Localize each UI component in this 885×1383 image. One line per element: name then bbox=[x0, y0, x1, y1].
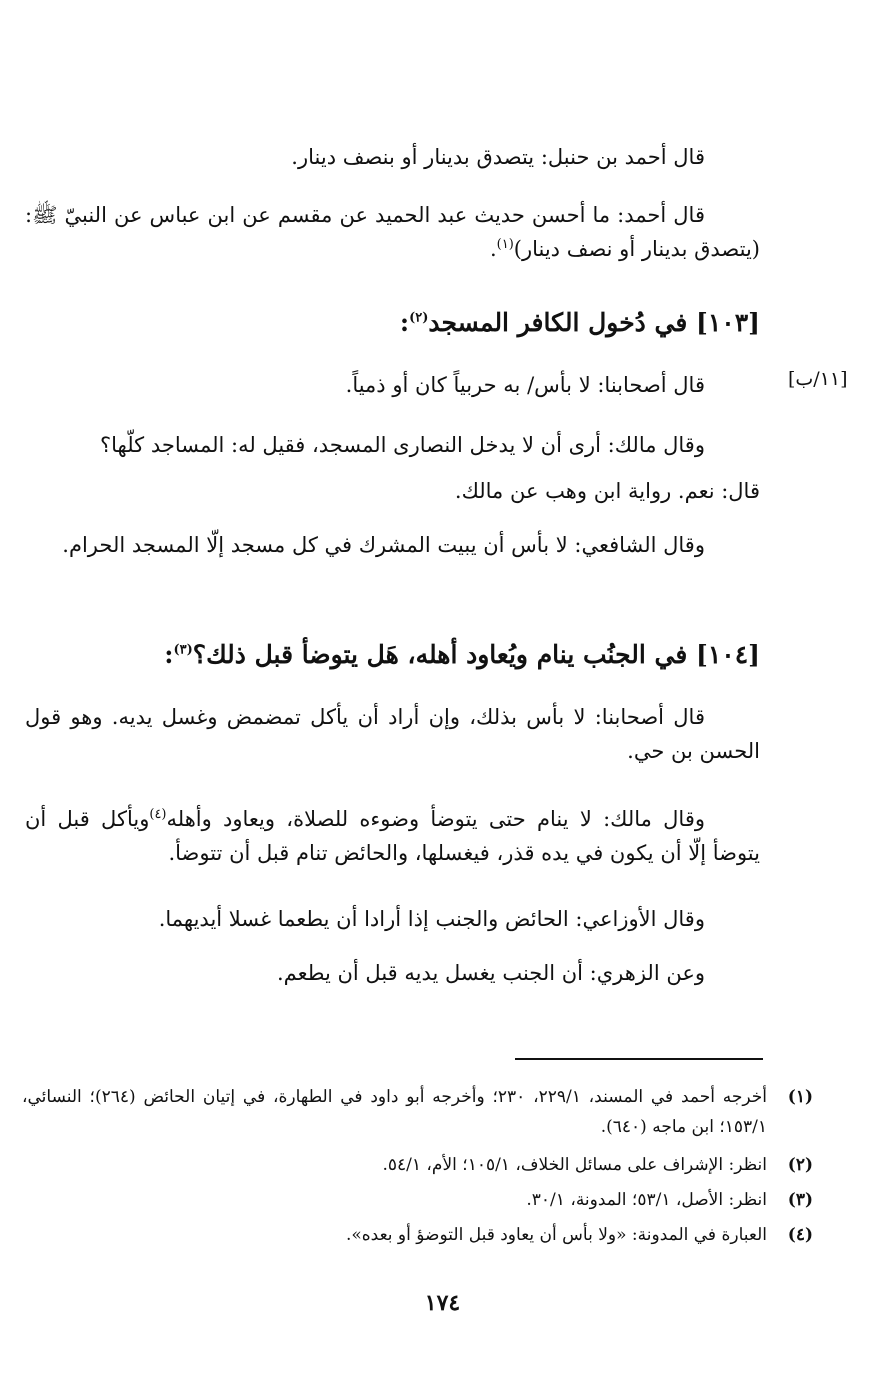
footnote-text: العبارة في المدونة: «ولا بأس أن يعاود قبل التوضؤ أو بعده». bbox=[345, 1225, 767, 1245]
paragraph-ashabuna-103: قال أصحابنا: لا بأس/ به حربياً كان أو ذمياً. bbox=[345, 373, 705, 397]
footnote-ref-2[interactable]: (٢) bbox=[409, 310, 429, 326]
paragraph-malik-answer: قال: نعم. رواية ابن وهب عن مالك. bbox=[454, 479, 760, 503]
section-heading-104: [١٠٤] في الجنُب ينام ويُعاود أهله، هَل يتوضأ قبل ذلك؟$^{(٣)}$: bbox=[164, 640, 760, 669]
footnote-1 bbox=[22, 1082, 813, 1142]
footnote-text: انظر: الأصل، ٥٣/١؛ المدونة، ٣٠/١. bbox=[526, 1190, 767, 1210]
footnote-separator bbox=[515, 1058, 763, 1060]
footnote-ref-4[interactable]: (٤) bbox=[149, 807, 167, 822]
section-title: في الجنُب ينام ويُعاود أهله، هَل يتوضأ قبل ذلك؟ bbox=[192, 640, 688, 669]
page-number: ١٧٤ bbox=[424, 1290, 461, 1316]
paragraph-awzai: وقال الأوزاعي: الحائض والجنب إذا أرادا أن يطعما غسلا أيديهما. bbox=[158, 907, 705, 931]
paragraph-shafii: وقال الشافعي: لا بأس أن يبيت المشرك في كل مسجد إلّا المسجد الحرام. bbox=[62, 533, 705, 557]
footnote-number: (١) bbox=[787, 1087, 813, 1107]
paragraph-zuhri: وعن الزهري: أن الجنب يغسل يديه قبل أن يطعم. bbox=[276, 961, 705, 985]
footnote-text: انظر: الإشراف على مسائل الخلاف، ١٠٥/١؛ الأم، ٥٤/١. bbox=[382, 1155, 767, 1175]
paragraph-malik-103: وقال مالك: أرى أن لا يدخل النصارى المسجد، فقيل له: المساجد كلّها؟ bbox=[99, 433, 705, 457]
footnote-4 bbox=[22, 1220, 813, 1250]
footnote-2 bbox=[22, 1150, 813, 1180]
manuscript-folio-marker: [١١/ب] bbox=[788, 368, 848, 390]
paragraph-ashabuna-104: قال أصحابنا: لا بأس بذلك، وإن أراد أن يأكل تمضمض وغسل يديه. وهو قول الحسن بن حي. bbox=[25, 705, 760, 763]
paragraph-malik-104: وقال مالك: لا ينام حتى يتوضأ وضوءه للصلاة، ويعاود وأهله$^{(٤)}$ويأكل قبل أن يتوضأ إلّا أن يكون في يده قذر، فيغسلها، والحائض تنام قبل أن تتوضأ. bbox=[25, 807, 760, 865]
footnote-3 bbox=[22, 1185, 813, 1215]
section-heading-103: [١٠٣] في دُخول الكافر المسجد$^{(٢)}$: bbox=[399, 308, 760, 337]
paragraph-ahmad-1: قال أحمد بن حنبل: يتصدق بدينار أو بنصف دينار. bbox=[291, 145, 705, 169]
section-number: [١٠٣] bbox=[696, 308, 760, 337]
section-title: في دُخول الكافر المسجد bbox=[428, 308, 688, 337]
section-number: [١٠٤] bbox=[696, 640, 760, 669]
paragraph-ahmad-2: قال أحمد: ما أحسن حديث عبد الحميد عن مقسم عن ابن عباس عن النبيّ ﷺ: (يتصدق بدينار أو نصف دينار)$^{(١)}$. bbox=[25, 203, 760, 261]
footnote-number: (٢) bbox=[787, 1155, 813, 1175]
footnote-ref-1[interactable]: (١) bbox=[496, 237, 514, 252]
footnote-text: أخرجه أحمد في المسند، ٢٢٩/١، ٢٣٠؛ وأخرجه أبو داود في الطهارة، في إتيان الحائض (٢٦٤)؛ النسائي، ١٥٣/١؛ ابن ماجه (٦٤٠). bbox=[22, 1087, 767, 1137]
footnote-number: (٣) bbox=[787, 1190, 813, 1210]
footnote-number: (٤) bbox=[787, 1225, 813, 1245]
footnote-ref-3[interactable]: (٣) bbox=[173, 642, 193, 658]
